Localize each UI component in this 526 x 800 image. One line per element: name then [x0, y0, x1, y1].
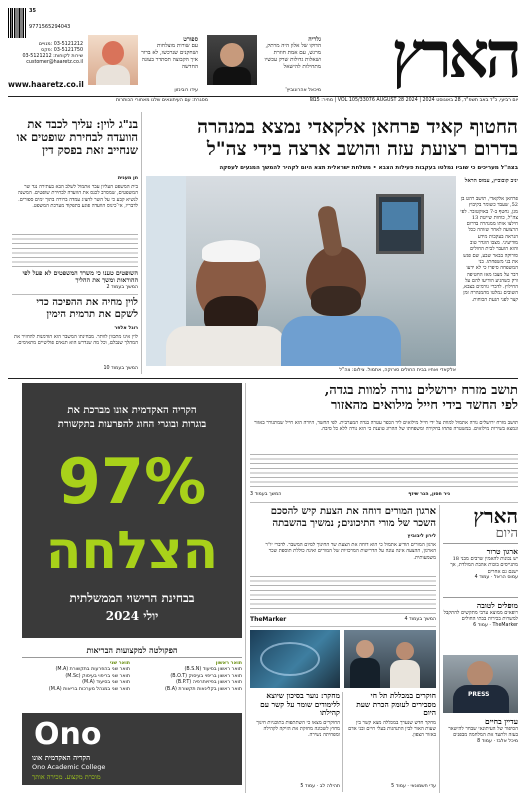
issue-line: יום רביעי, כ"ד באב תשפ"ד, 28 באוגוסט 2024 | VOL 105/33076 AUGUST 28 2024 | מחיר: ₪15 — [309, 98, 518, 103]
ad-ono[interactable] — [12, 383, 242, 793]
right-column-text: בית המשפט העליון עבר אתמול לשלב הבא בעתירה נגד שר המשפטים, שמסרב לכנס את הוועדה לבחירת שופטים. המשנה לנשיא קבע כי על השר להציג עמדה ברורה בתוך ימים ספורים. לדבריו, אי־כינוס הוועדה פוגע בתפקוד מערכת המשפט. — [17, 184, 138, 209]
lead-photo — [146, 176, 456, 366]
ad-percent: 97% — [57, 445, 207, 518]
ad-col-bachelor: תואר ראשון תואר ראשון בסיעוד (B.S.N) תואר ראשון בריפוי בעיסוק (B.O.T) תואר ראשון בפיזיותרפיה (B.P.T) תואר ראשון בקלינאות תקשורת (B.A) — [165, 661, 242, 692]
contacts: 03-5121212 :מנויים 03-5121750 :פקס שירות לקוחות: 03-5121212 customer@haaretz.co.il — [22, 42, 83, 65]
sidebar-item[interactable]: עדיין בחיים הסיפור של העיתונאי שבחר להישאר בעזה ולתעד את המלחמה מבפנים מיכל אלבז · עמוד 8 — [448, 717, 518, 744]
teaser-text: עם שורות מוצלחות ושחקנים שנרכשו, לא ברור איך הקבוצה תסתדר בעונה החדשה — [141, 43, 198, 70]
story2-byline: ניר חסון, הגר שיזף — [408, 492, 450, 497]
story2-ref[interactable]: המשך בעמוד 3 — [250, 492, 282, 497]
ad-big-word: הצלחה — [45, 521, 219, 581]
lead-subhead: בצה"ל מעריכים כי שוביו נמלטו בעקבות פעילות הצבא • משלחת ישראלית תצא היום לקהיר להמשך המגעים לעסקה — [219, 165, 518, 171]
ad-faculty: הפקולטה למקצועות הבריאות — [86, 645, 178, 655]
right-column-secondary-ref[interactable]: המשך בעמוד 2 — [106, 285, 138, 290]
story2-text: תושב מזרח ירושלים נורה אתמול למוות על ידי חייל מילואים ליד הכפר עטרה בגדה המערבית. לפי החשד, היורה הוא חייל שמתגורר באזור ונמצא בשירות מילואים. במשטרה פתחו בחקירה ומשפחתו של ההרוג טוענת כי הוא נורה ללא כל סיבה. — [254, 420, 518, 433]
lead-photo-caption: אלקאדי ואחיו בבית החולים סורוקה, אתמול. צילום: צה"ל — [339, 368, 456, 373]
teaser-text: הדוקו של אלון היה מרתק, מרגש, עם אמת חוזרת ושאלות גדולות שרק עכשיו מתחילות להישאל — [264, 43, 321, 70]
teaser-photo-sport — [88, 35, 138, 85]
teaser-photo-gallery — [207, 35, 257, 85]
right-column-headline[interactable]: בנ"ג לוין: עליך לכבד את הוועדה לבחירת שופטים או שנחייב זאת בפסק דין — [16, 117, 138, 158]
story3-byline: לירון ליבוביץ — [407, 534, 436, 539]
story2-headline[interactable]: תושב מזרח ירושלים נורה למוות בגדה, לפי החשד בידי חייל מילואים מהאזור — [324, 383, 518, 413]
teaser-sport[interactable] — [140, 36, 198, 71]
lead-headline[interactable]: החטוף קאיד פרחאן אלקאדי נמצא במנהרה בדרום רצועת עזה והושב ארצה בידי צה"ל — [197, 116, 518, 160]
lead-column-text: פרחאן אלקאדי, תושב רהט בן 52, שעבד כשומר בקיבוץ מגן, נחטף ב-7 באוקטובר. לפי צה"ל, כוחות שייטת 13 חילצו אותו ממנהרה בדרום הרצועה לאחר שזוהה ככל הנראה בעקבות מידע מודיעיני. מצבו הוגדר טוב והוא הועבר לבית החולים סורוקה בבאר שבע, שם פגש את בני משפחתו. בני המשפחה סיפרו כי לא ידעו דבר על מצבו מאז החטיפה ורק כשהגיע הודיעו להם על החילוץ. לדברי גורמים בצבא, השובים נמלטו מהמנהרה זמן קצר לפני הגעת הכוחות. — [460, 196, 518, 303]
right-column-byline2: רוגל אלפר — [114, 326, 138, 331]
story3-text: ארגון המורים הודיע אתמול כי הוא דוחה את הצעת שר החינוך לסיום המשבר. לדברי יו"ר הארגון, ההצעה אינה עונה על הדרישות המרכזיות של המורים ואינה כוללת תוספת שכר משמעותית. — [265, 542, 436, 561]
right-column-ref2[interactable]: המשך בעמוד 10 — [103, 366, 138, 371]
masthead — [0, 0, 526, 105]
teaser-gallery[interactable] — [259, 36, 321, 71]
ad-top-line2: בוגרות ובוגרי החוג להפרעות בתקשורת — [57, 419, 207, 430]
barcode-number: 9771565294043 — [29, 24, 71, 30]
ad-tagline: מוכרת מקצוע. מכירה אותך — [32, 773, 101, 781]
masthead-note: מסגרת: עם העיתונאים שלנו מאחורי הכותרות — [115, 98, 208, 103]
story3-ref[interactable]: המשך בעמוד 4 — [404, 617, 436, 622]
ad-col-master: תואר שני תואר שני בהפרעות בתקשורת (M.A) תואר שני בריפוי בעיסוק (M.Sc) תואר שני בסיעוד (M.A) תואר שני במנהל מערכות בריאות (M.A) — [48, 661, 130, 692]
sidebar-item[interactable]: ארגון טרור יש נכונות להאמין שרבים מבני 18 מתגייסים בזכות אהבת המולדת, אך ישנם גם אחרים עמוס הראל · עמוד 4 — [450, 547, 518, 580]
right-column-text2: לוין אינו מתכוון לוותר. מבחינתו המשבר הוא הזדמנות להחזיר את המהלך שנבלם, וכל מה שנדרש הוא תנאים פוליטיים מתאימים. — [14, 334, 138, 347]
sidebar-section: היום — [495, 526, 518, 541]
right-column-byline: חן מענית — [117, 176, 138, 181]
ad-logo: Ono — [34, 717, 102, 752]
ad-college-en: Ono Academic College — [32, 763, 106, 771]
sidebar — [443, 505, 518, 795]
bottom-story[interactable]: מחקר: נוער בסיכון שיוצא ללימודים שומר על קשר עם קהילתו החוקרים מצאו כי השתתפות בתוכניות חינוך מחוץ לשכונה מחזקת את הזיקה לקהילה ומפחיתה נשירה. תהילה לב · עמוד 5 — [256, 691, 340, 789]
right-column-secondary[interactable]: השופטים טענו כי משרד המשפטים לא פעל לפי ההוראות ומשך את ההליך — [22, 270, 138, 285]
sidebar-item[interactable]: מופלים לטובה רופאים ממוצא ערבי מתקשים להתקבל למשרות בכירות בבתי החולים TheMarker · עמוד 6 — [443, 601, 518, 628]
teaser-kicker: גלריה — [308, 36, 321, 43]
bottom-photo-left — [250, 630, 340, 688]
barcode-issue: 35 — [29, 8, 36, 14]
sidebar-photo-badge: PRESS — [468, 691, 490, 698]
ad-top-line1: הקריה האקדמית אונו מברכת את — [67, 405, 197, 416]
website-link[interactable]: www.haaretz.co.il — [8, 80, 84, 89]
story3-brand: TheMarker — [250, 616, 287, 623]
barcode — [8, 8, 26, 38]
teaser-byline: עידו רובינזון — [174, 88, 198, 93]
teaser-kicker: ספורט — [183, 36, 198, 43]
masthead-logo[interactable]: הארץ — [391, 18, 518, 93]
right-column-headline2[interactable]: לוין מחיה את ההפיכה כדי לשקם את תרמית הימין — [36, 297, 138, 320]
sidebar-photo — [443, 655, 518, 713]
story3-headline[interactable]: ארגון המורים דוחה את הצעת קיש להסכם השכר של מורי התיכונים; נמשיך בהשבתה — [270, 506, 436, 529]
ad-date: יולי 2024 — [105, 609, 159, 623]
sidebar-logo[interactable]: הארץ — [473, 504, 518, 528]
bottom-photo-right — [344, 630, 436, 688]
ad-college-he: הקריה האקדמית אונו — [32, 753, 91, 762]
masthead-rule — [8, 96, 518, 97]
ad-exam: בבחינת הרישוי הממשלתית — [69, 591, 195, 605]
bottom-story[interactable]: חוקרים במכללת תל חי מסבירים לעומק הכרת שעת היום מחקר חדש שנערך במכללה מצא קשר בין שעות האור לבין התנהגות בעלי חיים ובני אדם באזור הצפון. עדי חשמונאי · עמוד 5 — [348, 691, 436, 789]
teaser-byline: מיכאל אהרונוביץ' — [285, 88, 321, 93]
lead-byline: יניב קובוביץ, עמוס הראל — [464, 178, 518, 184]
